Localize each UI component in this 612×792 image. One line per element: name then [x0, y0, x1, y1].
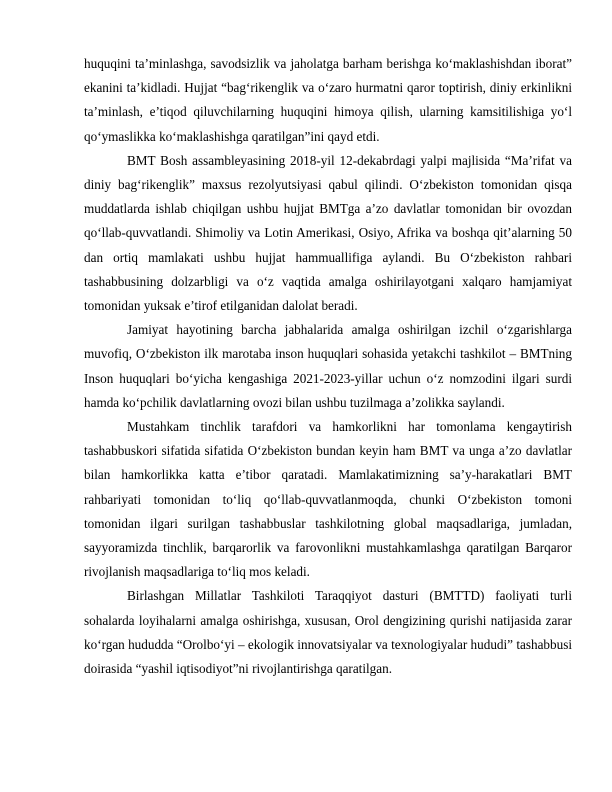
paragraph-undp: Birlashgan Millatlar Tashkiloti Taraqqiyot dasturi (BMTTD) faoliyati turli sohalarda loyihalarni amalga oshirishga, xususan, Orol dengizining qurishi natijasida zarar ko‘rgan hududda “Orolbo‘yi – ekologik innovatsiyalar va texnologiyalar hududi” tashabbusi doirasida “yashil iqtisodiyot”ni rivojlantirishga qaratilgan.: [84, 588, 572, 677]
paragraph-continuation: huquqini ta’minlashga, savodsizlik va jaholatga barham berishga ko‘maklashishdan iborat” ekanini ta’kidladi. Hujjat “bag‘rikenglik va o‘zaro hurmatni qaror toptirish, diniy erkinlikni ta’minlash, e’tiqod qiluvchilarning huquqini himoya qilish, ularning kamsitilishiga yo‘l qo‘ymaslikka ko‘maklashishga qaratilgan”ini qayd etdi.: [84, 56, 572, 144]
paragraph-un-resolution: BMT Bosh assambleyasining 2018-yil 12-dekabrdagi yalpi majlisida “Ma’rifat va diniy bag‘rikenglik” maxsus rezolyutsiyasi qabul qilindi. O‘zbekiston tomonidan qisqa muddatlarda ishlab chiqilgan ushbu hujjat BMTga a’zo davlatlar tomonidan bir ovozdan qo‘llab-quvvatlandi. Shimoliy va Lotin Amerikasi, Osiyo, Afrika va boshqa qit’alarning 50 dan ortiq mamlakati ushbu hujjat hammuallifiga aylandi. Bu O‘zbekiston rahbari tashabbusining dolzarbligi va o‘z vaqtida amalga oshirilayotgani xalqaro hamjamiyat tomonidan yuksak e’tirof etilganidan dalolat beradi.: [84, 152, 572, 314]
paragraph-cooperation: Mustahkam tinchlik tarafdori va hamkorlikni har tomonlama kengaytirish tashabbuskori sifatida sifatida O‘zbekiston bundan keyin ham BMT va unga a’zo davlatlar bilan hamkorlikka katta e’tibor qaratadi. Mamlakatimizning sa’y-harakatlari BMT rahbariyati tomonidan to‘liq qo‘llab-quvvatlanmoqda, chunki O‘zbekiston tomoni tomonidan ilgari surilgan tashabbuslar tashkilotning global maqsadlariga, jumladan, sayyoramizda tinchlik, barqarorlik va farovonlikni mustahkamlashga qaratilgan Barqaror rivojlanish maqsadlariga to‘liq mos keladi.: [84, 419, 572, 580]
paragraph-human-rights-council: Jamiyat hayotining barcha jabhalarida amalga oshirilgan izchil o‘zgarishlarga muvofiq, O‘zbekiston ilk marotaba inson huquqlari sohasida yetakchi tashkilot – BMTning Inson huquqlari bo‘yicha kengashiga 2021-2023-yillar uchun o‘z nomzodini ilgari surdi hamda ko‘pchilik davlatlarning ovozi bilan ushbu tuzilmaga a’zolikka saylandi.: [84, 322, 572, 410]
document-page: [84, 52, 572, 681]
